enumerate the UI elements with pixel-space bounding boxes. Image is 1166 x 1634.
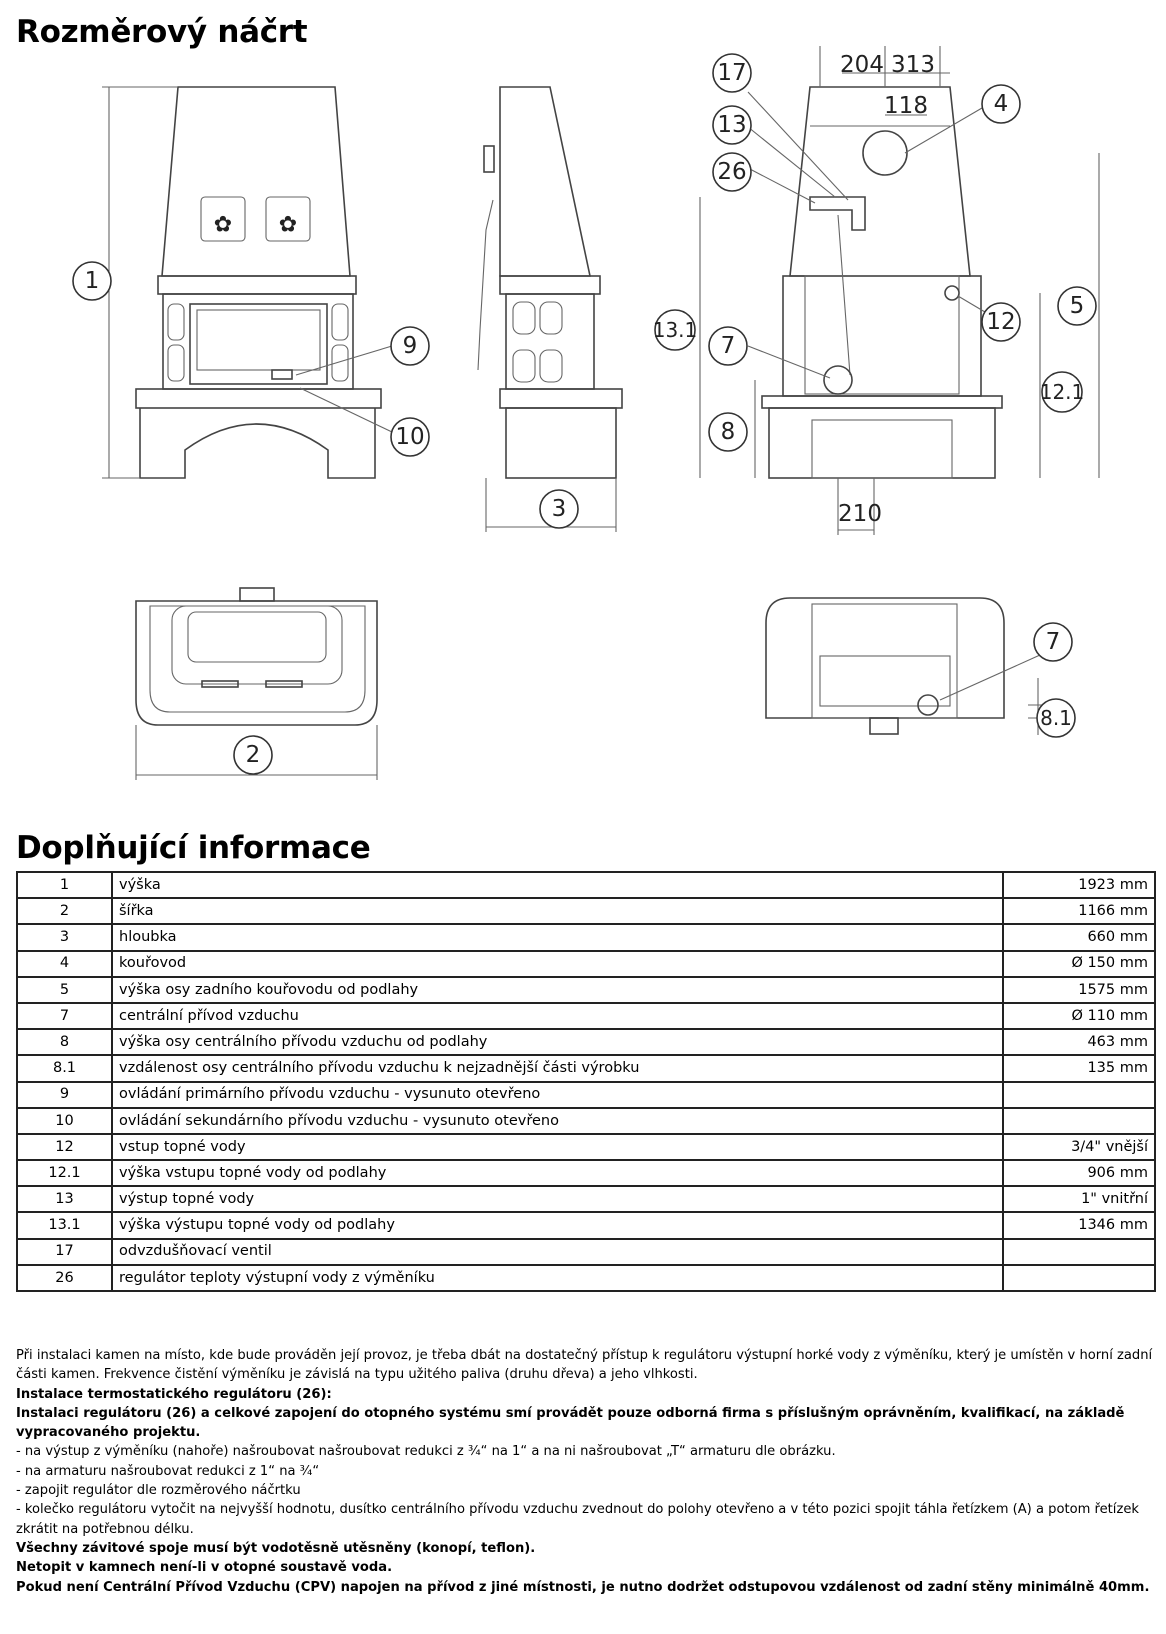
callout-26 — [713, 153, 751, 191]
row-label: kouřovod — [112, 951, 1003, 977]
row-value: 906 mm — [1003, 1160, 1155, 1186]
row-label: odvzdušňovací ventil — [112, 1239, 1003, 1265]
row-id: 10 — [17, 1108, 112, 1134]
row-id: 12 — [17, 1134, 112, 1160]
row-id: 9 — [17, 1082, 112, 1108]
note-paragraph: Všechny závitové spoje musí být vodotěsně utěsněny (konopí, teflon). — [16, 1540, 536, 1556]
row-label: výška vstupu topné vody od podlahy — [112, 1160, 1003, 1186]
row-id: 17 — [17, 1239, 112, 1265]
callout-13 — [713, 106, 751, 144]
table-row — [17, 1265, 1155, 1291]
svg-text:26: 26 — [717, 159, 747, 185]
row-value — [1003, 1239, 1155, 1265]
table-row — [17, 1029, 1155, 1055]
note-paragraph: - kolečko regulátoru vytočit na nejvyšší hodnotu, dusítko centrálního přívodu vzduchu zvednout do polohy otevřeno a v této pozici spojit táhla řetízkem (A) a potom řetízek zkrátit na potřebnou délku. — [16, 1502, 1139, 1537]
row-id: 5 — [17, 977, 112, 1003]
dim-204: 204 — [840, 52, 884, 78]
row-id: 8.1 — [17, 1055, 112, 1081]
svg-text:5: 5 — [1069, 293, 1085, 319]
row-id: 13 — [17, 1186, 112, 1212]
callout-10 — [391, 418, 429, 456]
table-row — [17, 977, 1155, 1003]
row-value: 1166 mm — [1003, 898, 1155, 924]
callout-12 — [982, 303, 1020, 341]
callout-7 — [709, 327, 747, 365]
svg-text:1: 1 — [84, 268, 100, 294]
row-value: 660 mm — [1003, 924, 1155, 950]
callout-2 — [234, 736, 272, 774]
svg-text:17: 17 — [717, 60, 747, 86]
row-id: 8 — [17, 1029, 112, 1055]
table-row — [17, 1239, 1155, 1265]
row-value — [1003, 1265, 1155, 1291]
row-id: 1 — [17, 872, 112, 898]
svg-text:4: 4 — [993, 91, 1009, 117]
row-label: šířka — [112, 898, 1003, 924]
row-label: výška výstupu topné vody od podlahy — [112, 1212, 1003, 1238]
svg-text:✿: ✿ — [278, 212, 298, 238]
note-paragraph: - zapojit regulátor dle rozměrového náčrtku — [16, 1483, 301, 1499]
row-id: 13.1 — [17, 1212, 112, 1238]
page-title-sketch: Rozměrový náčrt — [16, 14, 308, 50]
row-value — [1003, 1082, 1155, 1108]
note-paragraph: - na armaturu našroubovat redukci z 1“ na ¾“ — [16, 1463, 320, 1479]
table-row — [17, 951, 1155, 977]
row-id: 12.1 — [17, 1160, 112, 1186]
svg-text:12.1: 12.1 — [1039, 380, 1085, 404]
callout-12-1 — [1040, 372, 1085, 412]
row-label: výstup topné vody — [112, 1186, 1003, 1212]
table-row — [17, 1212, 1155, 1238]
row-label: výška osy centrálního přívodu vzduchu od podlahy — [112, 1029, 1003, 1055]
row-label: vzdálenost osy centrálního přívodu vzduchu k nejzadnější části výrobku — [112, 1055, 1003, 1081]
callout-3 — [540, 490, 578, 528]
callout-1 — [73, 262, 111, 300]
back-view — [700, 46, 1099, 535]
note-paragraph: Pokud není Centrální Přívod Vzduchu (CPV) napojen na přívod z jiné místnosti, je nutno dodržet odstupovou vzdálenost od zadní stěny minimálně 40mm. — [16, 1579, 1150, 1595]
row-value: 135 mm — [1003, 1055, 1155, 1081]
table-row — [17, 1003, 1155, 1029]
row-value: 463 mm — [1003, 1029, 1155, 1055]
svg-text:7: 7 — [720, 333, 736, 359]
svg-text:8: 8 — [720, 419, 736, 445]
row-value: Ø 150 mm — [1003, 951, 1155, 977]
svg-text:3: 3 — [551, 496, 567, 522]
svg-text:13.1: 13.1 — [652, 318, 698, 342]
svg-text:2: 2 — [245, 742, 261, 768]
callout-5 — [1058, 287, 1096, 325]
row-id: 2 — [17, 898, 112, 924]
svg-text:13: 13 — [717, 112, 747, 138]
row-label: výška osy zadního kouřovodu od podlahy — [112, 977, 1003, 1003]
row-value: 3/4" vnější — [1003, 1134, 1155, 1160]
row-value: 1923 mm — [1003, 872, 1155, 898]
row-id: 26 — [17, 1265, 112, 1291]
table-row — [17, 924, 1155, 950]
dimension-drawing — [0, 40, 1166, 800]
note-paragraph: - na výstup z výměníku (nahoře) našroubovat našroubovat redukci z ¾“ na 1“ a na ni našroubovat „T“ armaturu dle obrázku. — [16, 1444, 836, 1460]
dimension-table — [16, 871, 1156, 1292]
note-paragraph: Při instalaci kamen na místo, kde bude prováděn její provoz, je třeba dbát na dostatečný přístup k regulátoru výstupní horké vody z výměníku, který je umístěn v horní zadní části kamen. Frekvence čistění výměníku je závislá na typu užitého paliva (druhu dřeva) a jeho vlhkosti. — [16, 1348, 1153, 1383]
svg-text:8.1: 8.1 — [1040, 706, 1072, 730]
note-paragraph: Netopit v kamnech není-li v otopné soustavě voda. — [16, 1560, 393, 1576]
note-paragraph: Instalaci regulátoru (26) a celkové zapojení do otopného systému smí provádět pouze odborná firma s příslušným oprávněním, kvalifikací, na základě vypracovaného projektu. — [16, 1405, 1125, 1441]
callout-17 — [713, 54, 751, 92]
svg-text:9: 9 — [402, 333, 418, 359]
row-label: hloubka — [112, 924, 1003, 950]
callout-7-top — [1034, 623, 1072, 661]
table-row — [17, 1134, 1155, 1160]
page-title-info: Doplňující informace — [16, 830, 371, 866]
side-view — [478, 87, 622, 532]
svg-text:✿: ✿ — [213, 212, 233, 238]
row-value: 1" vnitřní — [1003, 1186, 1155, 1212]
table-row — [17, 1055, 1155, 1081]
row-id: 3 — [17, 924, 112, 950]
row-value: Ø 110 mm — [1003, 1003, 1155, 1029]
row-label: ovládání primárního přívodu vzduchu - vysunuto otevřeno — [112, 1082, 1003, 1108]
svg-text:10: 10 — [395, 424, 425, 450]
dim-118: 118 — [884, 93, 928, 119]
row-value — [1003, 1108, 1155, 1134]
top-view-back — [766, 598, 1060, 735]
callout-4 — [982, 85, 1020, 123]
callout-9 — [391, 327, 429, 365]
table-row — [17, 872, 1155, 898]
note-paragraph: Instalace termostatického regulátoru (26): — [16, 1386, 332, 1402]
table-row — [17, 1160, 1155, 1186]
callout-13-1 — [653, 310, 698, 350]
row-id: 7 — [17, 1003, 112, 1029]
table-row — [17, 1082, 1155, 1108]
svg-text:12: 12 — [986, 309, 1016, 335]
row-label: vstup topné vody — [112, 1134, 1003, 1160]
table-row — [17, 1186, 1155, 1212]
row-value: 1575 mm — [1003, 977, 1155, 1003]
callout-8-1 — [1037, 699, 1075, 737]
installation-notes — [16, 1346, 1156, 1597]
dim-210: 210 — [838, 501, 882, 527]
stove-drawing-svg — [0, 40, 1166, 800]
table-row — [17, 1108, 1155, 1134]
row-label: centrální přívod vzduchu — [112, 1003, 1003, 1029]
table-row — [17, 898, 1155, 924]
row-label: výška — [112, 872, 1003, 898]
dimension-table-body — [17, 872, 1155, 1291]
row-label: regulátor teploty výstupní vody z výměníku — [112, 1265, 1003, 1291]
front-view — [102, 87, 392, 478]
row-value: 1346 mm — [1003, 1212, 1155, 1238]
row-label: ovládání sekundárního přívodu vzduchu - vysunuto otevřeno — [112, 1108, 1003, 1134]
dim-313: 313 — [891, 52, 935, 78]
row-id: 4 — [17, 951, 112, 977]
svg-text:7: 7 — [1045, 629, 1061, 655]
callout-8 — [709, 413, 747, 451]
